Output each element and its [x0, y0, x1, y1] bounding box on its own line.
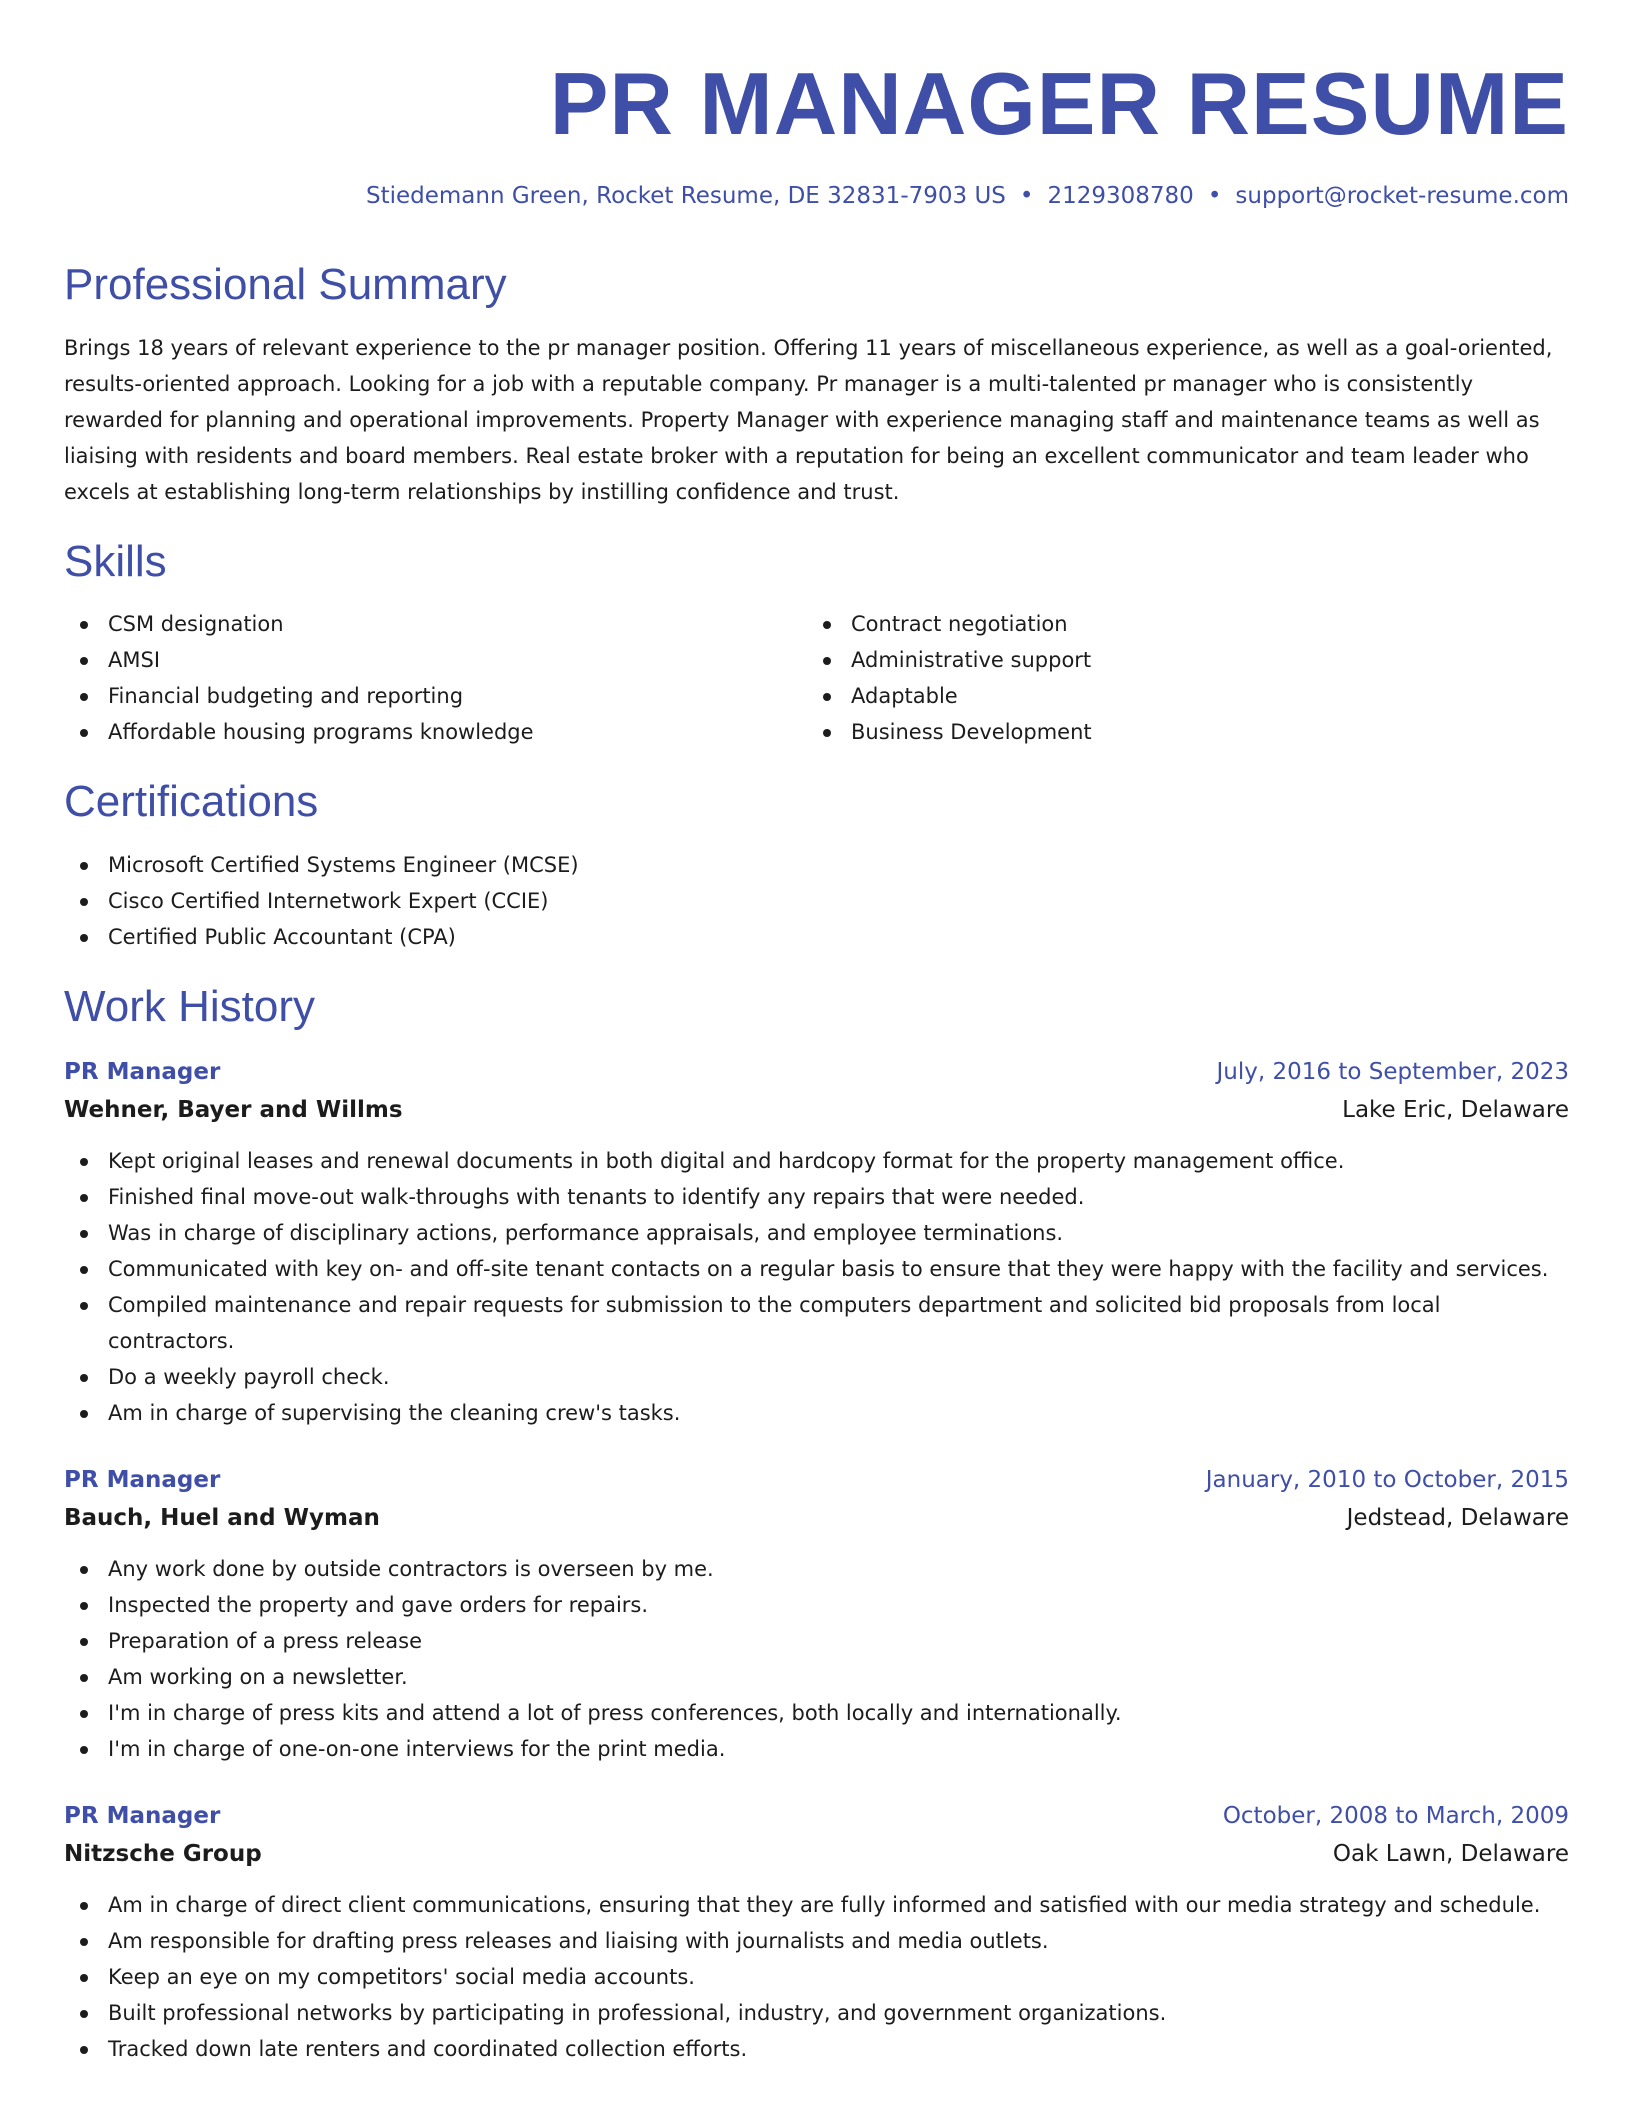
job-title: PR Manager [64, 1059, 221, 1086]
job-bullet: Kept original leases and renewal documents in both digital and hardcopy format for the property management office. [64, 1143, 1569, 1179]
job-dates: October, 2008 to March, 2009 [1222, 1803, 1569, 1830]
job-title: PR Manager [64, 1803, 221, 1830]
contact-separator: • [1019, 183, 1034, 209]
skill-item: Financial budgeting and reporting [64, 678, 807, 714]
skills-list-left [64, 606, 807, 750]
job-company: Nitzsche Group [64, 1841, 262, 1868]
job-entry [64, 1461, 1569, 1767]
resume-title: PR MANAGER RESUME [549, 54, 1569, 153]
contact-separator: • [1207, 183, 1222, 209]
job-bullet: I'm in charge of press kits and attend a lot of press conferences, both locally and internationally. [64, 1695, 1569, 1731]
job-dates: July, 2016 to September, 2023 [1216, 1059, 1569, 1086]
job-bullet: Inspected the property and gave orders for repairs. [64, 1587, 1569, 1623]
work-history-heading: Work History [64, 981, 315, 1031]
job-title: PR Manager [64, 1467, 221, 1494]
job-bullets [64, 1143, 1569, 1431]
job-bullet: Built professional networks by participating in professional, industry, and government organizations. [64, 1995, 1569, 2031]
work-history-section [64, 983, 1569, 2067]
job-bullet: I'm in charge of one-on-one interviews for the print media. [64, 1731, 1569, 1767]
job-location: Jedstead, Delaware [1346, 1505, 1569, 1532]
job-bullet: Am in charge of direct client communications, ensuring that they are fully informed and satisfied with our media strategy and schedule. [64, 1887, 1569, 1923]
skills-section [64, 538, 1569, 750]
skill-item: Affordable housing programs knowledge [64, 714, 807, 750]
certifications-section [64, 778, 1569, 954]
job-bullets [64, 1887, 1569, 2067]
job-location: Lake Eric, Delaware [1342, 1097, 1569, 1124]
skill-item: Business Development [807, 714, 1569, 750]
certifications-heading: Certifications [64, 777, 319, 827]
job-bullet: Finished final move-out walk-throughs with tenants to identify any repairs that were needed. [64, 1179, 1569, 1215]
job-dates: January, 2010 to October, 2015 [1205, 1467, 1569, 1494]
job-entry [64, 1053, 1569, 1431]
job-bullets [64, 1551, 1569, 1767]
skills-heading: Skills [64, 536, 167, 586]
skill-item: Adaptable [807, 678, 1569, 714]
job-title-row [64, 1461, 1569, 1499]
summary-heading: Professional Summary [64, 259, 507, 309]
certification-item: Microsoft Certified Systems Engineer (MCSE) [64, 847, 1569, 883]
job-location: Oak Lawn, Delaware [1332, 1841, 1569, 1868]
skill-item: AMSI [64, 642, 807, 678]
job-bullet: Am responsible for drafting press releases and liaising with journalists and media outlets. [64, 1923, 1569, 1959]
skill-item: CSM designation [64, 606, 807, 642]
job-bullet: Any work done by outside contractors is overseen by me. [64, 1551, 1569, 1587]
job-company: Wehner, Bayer and Willms [64, 1097, 403, 1124]
certifications-list [64, 847, 1569, 955]
job-bullet: Am working on a newsletter. [64, 1659, 1569, 1695]
job-bullet: Do a weekly payroll check. [64, 1359, 1569, 1395]
job-bullet: Preparation of a press release [64, 1623, 1569, 1659]
summary-text: Brings 18 years of relevant experience to the pr manager position. Offering 11 years of miscellaneous experience, as well as a goal-oriented, results-oriented approach. Looking for a job with a reputable company. Pr manager is a multi-talented pr manager who is consistently rewarded for planning and operational improvements. Property Manager with experience managing staff and maintenance teams as well as liaising with residents and board members. Real estate broker with a reputation for being an excellent communicator and team leader who excels at establishing long-term relationships by instilling confidence and trust. [64, 335, 1553, 504]
job-company-row [64, 1091, 1569, 1129]
skill-item: Administrative support [807, 642, 1569, 678]
job-bullet: Compiled maintenance and repair requests for submission to the computers department and solicited bid proposals from local contractors. [64, 1287, 1569, 1359]
certification-item: Cisco Certified Internetwork Expert (CCIE) [64, 883, 1569, 919]
job-bullet: Communicated with key on- and off-site tenant contacts on a regular basis to ensure that they were happy with the facility and services. [64, 1251, 1569, 1287]
contact-phone: 2129308780 [1047, 183, 1194, 209]
job-bullet: Tracked down late renters and coordinated collection efforts. [64, 2031, 1569, 2067]
certification-item: Certified Public Accountant (CPA) [64, 919, 1569, 955]
job-title-row [64, 1797, 1569, 1835]
job-company-row [64, 1499, 1569, 1537]
job-bullet: Am in charge of supervising the cleaning crew's tasks. [64, 1395, 1569, 1431]
job-company-row [64, 1835, 1569, 1873]
job-entry [64, 1797, 1569, 2067]
skill-item: Contract negotiation [807, 606, 1569, 642]
contact-line [64, 183, 1569, 211]
contact-address: Stiedemann Green, Rocket Resume, DE 32831-7903 US [365, 183, 1006, 209]
job-title-row [64, 1053, 1569, 1091]
job-bullet: Keep an eye on my competitors' social media accounts. [64, 1959, 1569, 1995]
skills-grid [64, 586, 1569, 750]
contact-email: support@rocket-resume.com [1235, 183, 1569, 209]
skills-list-right [807, 606, 1569, 750]
job-bullet: Was in charge of disciplinary actions, performance appraisals, and employee terminations. [64, 1215, 1569, 1251]
resume-header [64, 54, 1569, 211]
job-company: Bauch, Huel and Wyman [64, 1505, 380, 1532]
